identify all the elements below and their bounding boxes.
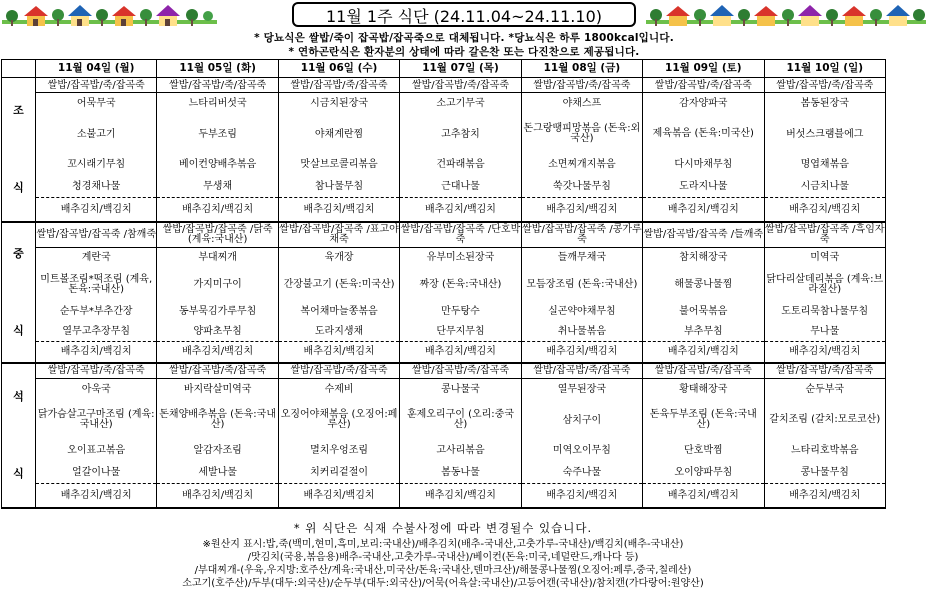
rice-cell: 쌀밥/잡곡밥/죽/잡곡죽	[278, 363, 399, 379]
dish-cell: 두부조림	[157, 115, 278, 154]
dish-cell: 봄동나물	[400, 461, 521, 483]
dish-cell: 멸치우엉조림	[278, 440, 399, 461]
dish-cell: 알감자조림	[157, 440, 278, 461]
rice-cell: 쌀밥/잡곡밥/죽/잡곡죽	[157, 363, 278, 379]
dish-cell: 가지미구이	[157, 267, 278, 302]
dish-cell: 돈그랑땡피망볶음 (돈육:외국산)	[521, 115, 642, 154]
rice-cell: 쌀밥/잡곡밥/죽/잡곡죽	[400, 363, 521, 379]
village-decoration-left	[2, 2, 217, 32]
dish-cell: 아욱국	[36, 378, 157, 400]
rice-cell: 쌀밥/잡곡밥/죽/잡곡죽	[400, 78, 521, 93]
origin-line: /부대찌개-(우육,우지방:호주산/계육:국내산,미국산/돈육:국내산,덴마크산)/해물콩나물찜(오징어:페루,중국,칠레산)	[194, 565, 692, 576]
dish-cell: 고사리볶음	[400, 440, 521, 461]
dish-row	[2, 267, 886, 302]
day-header: 11월 09일 (토)	[643, 60, 764, 78]
dish-cell: 콩나물무침	[764, 461, 885, 483]
dish-cell: 야채계란찜	[278, 115, 399, 154]
dish-row	[2, 247, 886, 267]
dish-cell: 세발나물	[157, 461, 278, 483]
rice-cell: 쌀밥/잡곡밥/죽/잡곡죽	[764, 363, 885, 379]
dish-cell: 미트볼조림*떡조림 (계육,돈육:국내산)	[36, 267, 157, 302]
rice-cell: 쌀밥/잡곡밥/죽/잡곡죽	[278, 78, 399, 93]
kimchi-cell: 배추김치/백김치	[521, 341, 642, 363]
dish-cell: 바지락살미역국	[157, 378, 278, 400]
dish-cell: 순두부*부추간장	[36, 302, 157, 321]
kimchi-row	[2, 341, 886, 363]
breakfast-rice-row	[2, 78, 886, 93]
meal-label-top: 조	[13, 104, 24, 118]
rice-cell: 쌀밥/잡곡밥/잡곡죽 /참깨죽	[36, 222, 157, 248]
dish-cell: 오이표고볶음	[36, 440, 157, 461]
dish-cell: 순두부국	[764, 378, 885, 400]
meal-label-bottom: 식	[13, 324, 24, 338]
dish-cell: 닭다리살데리볶음 (계육:브라질산)	[764, 267, 885, 302]
meal-label-bottom: 식	[13, 181, 24, 195]
dish-cell: 돈육두부조림 (돈육:국내산)	[643, 401, 764, 440]
dish-cell: 오징어야채볶음 (오징어:페루산)	[278, 401, 399, 440]
rice-cell: 쌀밥/잡곡밥/죽/잡곡죽	[36, 78, 157, 93]
kimchi-cell: 배추김치/백김치	[400, 483, 521, 508]
dish-cell: 동부묵김가루무침	[157, 302, 278, 321]
dish-cell: 청경채나물	[36, 175, 157, 197]
dish-cell: 도라지생채	[278, 321, 399, 341]
dinner-rice-row	[2, 363, 886, 379]
dish-cell: 열무고추장무침	[36, 321, 157, 341]
weekly-menu-table	[1, 59, 886, 509]
breakfast-label	[2, 78, 36, 222]
kimchi-cell: 배추김치/백김치	[521, 483, 642, 508]
dish-cell: 도토리묵참나물무침	[764, 302, 885, 321]
kimchi-cell: 배추김치/백김치	[36, 198, 157, 222]
dish-cell: 수제비	[278, 378, 399, 400]
dish-cell: 황태해장국	[643, 378, 764, 400]
kimchi-cell: 배추김치/백김치	[764, 483, 885, 508]
dish-cell: 고추참치	[400, 115, 521, 154]
kimchi-cell: 배추김치/백김치	[764, 341, 885, 363]
dish-cell: 소고기무국	[400, 93, 521, 115]
dish-cell: 명엽채볶음	[764, 154, 885, 175]
dish-cell: 도라지나물	[643, 175, 764, 197]
rice-cell: 쌀밥/잡곡밥/잡곡죽 /단호박죽	[400, 222, 521, 248]
rice-cell: 쌀밥/잡곡밥/잡곡죽 /콩가루죽	[521, 222, 642, 248]
rice-cell: 쌀밥/잡곡밥/죽/잡곡죽	[521, 363, 642, 379]
dish-cell: 감자양파국	[643, 93, 764, 115]
dish-cell: 양파초무침	[157, 321, 278, 341]
dish-cell: 쑥갓나물무침	[521, 175, 642, 197]
dish-row	[2, 115, 886, 154]
dish-cell: 느타리호박볶음	[764, 440, 885, 461]
dish-cell: 꼬시래기무침	[36, 154, 157, 175]
kimchi-cell: 배추김치/백김치	[278, 483, 399, 508]
dish-row	[2, 440, 886, 461]
dish-row	[2, 154, 886, 175]
rice-cell: 쌀밥/잡곡밥/잡곡죽 /흑임자죽	[764, 222, 885, 248]
dish-cell: 숙주나물	[521, 461, 642, 483]
day-header: 11월 07일 (목)	[400, 60, 521, 78]
rice-cell: 쌀밥/잡곡밥/죽/잡곡죽	[643, 78, 764, 93]
dish-cell: 봄동된장국	[764, 93, 885, 115]
dish-cell: 미역국	[764, 247, 885, 267]
kimchi-cell: 배추김치/백김치	[643, 198, 764, 222]
dish-cell: 미역오이무침	[521, 440, 642, 461]
dish-cell: 열무된장국	[521, 378, 642, 400]
menu-change-caution: * 위 식단은 식재 수불사정에 따라 변경될수 있습니다.	[293, 521, 593, 535]
dish-row	[2, 302, 886, 321]
kimchi-cell: 배추김치/백김치	[36, 483, 157, 508]
dish-cell: 어묵무국	[36, 93, 157, 115]
dish-cell: 돈채양배추볶음 (돈육:국내산)	[157, 401, 278, 440]
dish-cell: 닭가슴살고구마조림 (계육:국내산)	[36, 401, 157, 440]
dish-cell: 다시마채무침	[643, 154, 764, 175]
kimchi-cell: 배추김치/백김치	[157, 198, 278, 222]
dish-cell: 소불고기	[36, 115, 157, 154]
dish-cell: 훈제오리구이 (오리:중국산)	[400, 401, 521, 440]
dish-row	[2, 378, 886, 400]
dish-cell: 부추무침	[643, 321, 764, 341]
dish-cell: 부대찌개	[157, 247, 278, 267]
rice-cell: 쌀밥/잡곡밥/잡곡죽 /닭죽(계육:국내산)	[157, 222, 278, 248]
dish-cell: 계란국	[36, 247, 157, 267]
origin-line: 소고기(호주산)/두부(대두:외국산)/순두부(대두:외국산)/어묵(어육살:국내산)/고등어캔(국내산)/참치캔(가다랑어:원양산)	[182, 578, 704, 589]
dish-cell: 오이양파무침	[643, 461, 764, 483]
rice-cell: 쌀밥/잡곡밥/죽/잡곡죽	[764, 78, 885, 93]
dish-cell: 단무지무침	[400, 321, 521, 341]
rice-cell: 쌀밥/잡곡밥/잡곡죽 /표고야채죽	[278, 222, 399, 248]
dish-cell: 무생채	[157, 175, 278, 197]
dish-cell: 실곤약야채무침	[521, 302, 642, 321]
dish-cell: 야채스프	[521, 93, 642, 115]
kimchi-cell: 배추김치/백김치	[643, 483, 764, 508]
rice-cell: 쌀밥/잡곡밥/죽/잡곡죽	[521, 78, 642, 93]
dish-cell: 베이컨양배추볶음	[157, 154, 278, 175]
day-header: 11월 10일 (일)	[764, 60, 885, 78]
day-header: 11월 08일 (금)	[521, 60, 642, 78]
origin-line: ※원산지 표시:밥,죽(백미,현미,흑미,보리:국내산)/배추김치(배추-국내산,고춧가루-국내산)/백김치(배추-국내산)	[202, 539, 684, 550]
dish-cell: 간장불고기 (돈육:미국산)	[278, 267, 399, 302]
dish-cell: 취나물볶음	[521, 321, 642, 341]
dish-row	[2, 401, 886, 440]
kimchi-cell: 배추김치/백김치	[157, 483, 278, 508]
dish-cell: 짜장 (돈육:국내산)	[400, 267, 521, 302]
dish-cell: 근대나물	[400, 175, 521, 197]
village-decoration-right	[646, 2, 926, 32]
dish-cell: 소면찌개지볶음	[521, 154, 642, 175]
dish-cell: 단호박찜	[643, 440, 764, 461]
kimchi-cell: 배추김치/백김치	[643, 341, 764, 363]
dish-cell: 유부미소된장국	[400, 247, 521, 267]
day-header: 11월 04일 (월)	[36, 60, 157, 78]
kimchi-cell: 배추김치/백김치	[278, 198, 399, 222]
rice-cell: 쌀밥/잡곡밥/잡곡죽 /들깨죽	[643, 222, 764, 248]
dish-cell: 건파래볶음	[400, 154, 521, 175]
lunch-rice-row	[2, 222, 886, 248]
dish-row	[2, 461, 886, 483]
page-title: 11월 1주 식단 (24.11.04~24.11.10)	[292, 2, 636, 27]
lunch-label	[2, 222, 36, 363]
dish-cell: 해물콩나물찜	[643, 267, 764, 302]
dinner-label	[2, 363, 36, 508]
dish-cell: 참나물무침	[278, 175, 399, 197]
dish-cell: 복어채마늘쫑볶음	[278, 302, 399, 321]
dish-row	[2, 321, 886, 341]
rice-cell: 쌀밥/잡곡밥/죽/잡곡죽	[36, 363, 157, 379]
dish-row	[2, 93, 886, 115]
dish-cell: 참치해장국	[643, 247, 764, 267]
dish-cell: 모듬장조림 (돈육:국내산)	[521, 267, 642, 302]
dish-cell: 콩나물국	[400, 378, 521, 400]
dish-cell: 무나물	[764, 321, 885, 341]
kimchi-row	[2, 483, 886, 508]
dish-cell: 갈치조림 (갈치:모로코산)	[764, 401, 885, 440]
kimchi-cell: 배추김치/백김치	[400, 198, 521, 222]
kimchi-cell: 배추김치/백김치	[764, 198, 885, 222]
day-header: 11월 06일 (수)	[278, 60, 399, 78]
kimchi-cell: 배추김치/백김치	[278, 341, 399, 363]
rice-cell: 쌀밥/잡곡밥/죽/잡곡죽	[157, 78, 278, 93]
rice-cell: 쌀밥/잡곡밥/죽/잡곡죽	[643, 363, 764, 379]
dish-cell: 얼갈이나물	[36, 461, 157, 483]
dish-cell: 맛살브로콜리볶음	[278, 154, 399, 175]
kimchi-cell: 배추김치/백김치	[521, 198, 642, 222]
dysphagia-notice: * 연하곤란식은 환자분의 상태에 따라 갈은찬 또는 다진찬으로 제공됩니다.	[288, 46, 640, 58]
meal-label-bottom: 식	[13, 467, 24, 481]
kimchi-cell: 배추김치/백김치	[157, 341, 278, 363]
dish-cell: 치커리겉절이	[278, 461, 399, 483]
dish-cell: 버섯스크램블에그	[764, 115, 885, 154]
dish-cell: 불어묵볶음	[643, 302, 764, 321]
kimchi-row	[2, 198, 886, 222]
diabetes-notice: * 당뇨식은 쌀밥/죽이 잡곡밥/잡곡죽으로 대체됩니다. *당뇨식은 하루 1800kcal입니다.	[254, 32, 674, 44]
dish-cell: 만두탕수	[400, 302, 521, 321]
kimchi-cell: 배추김치/백김치	[36, 341, 157, 363]
origin-notice	[0, 538, 886, 590]
dish-cell: 들깨무채국	[521, 247, 642, 267]
dish-cell: 시금치나물	[764, 175, 885, 197]
dish-cell: 제육볶음 (돈육:미국산)	[643, 115, 764, 154]
dish-cell: 느타리버섯국	[157, 93, 278, 115]
corner-cell	[2, 60, 36, 78]
meal-label-top: 중	[13, 247, 24, 261]
dish-row	[2, 175, 886, 197]
dish-cell: 육개장	[278, 247, 399, 267]
kimchi-cell: 배추김치/백김치	[400, 341, 521, 363]
origin-line: /맛김치(국용,볶음용)배추-국내산,고춧가루-국내산)/베이컨(돈육:미국,네덜란드,캐나다 등)	[247, 552, 639, 563]
day-header: 11월 05일 (화)	[157, 60, 278, 78]
meal-label-top: 석	[13, 390, 24, 404]
dish-cell: 삼치구이	[521, 401, 642, 440]
dish-cell: 시금치된장국	[278, 93, 399, 115]
day-header-row	[2, 60, 886, 78]
